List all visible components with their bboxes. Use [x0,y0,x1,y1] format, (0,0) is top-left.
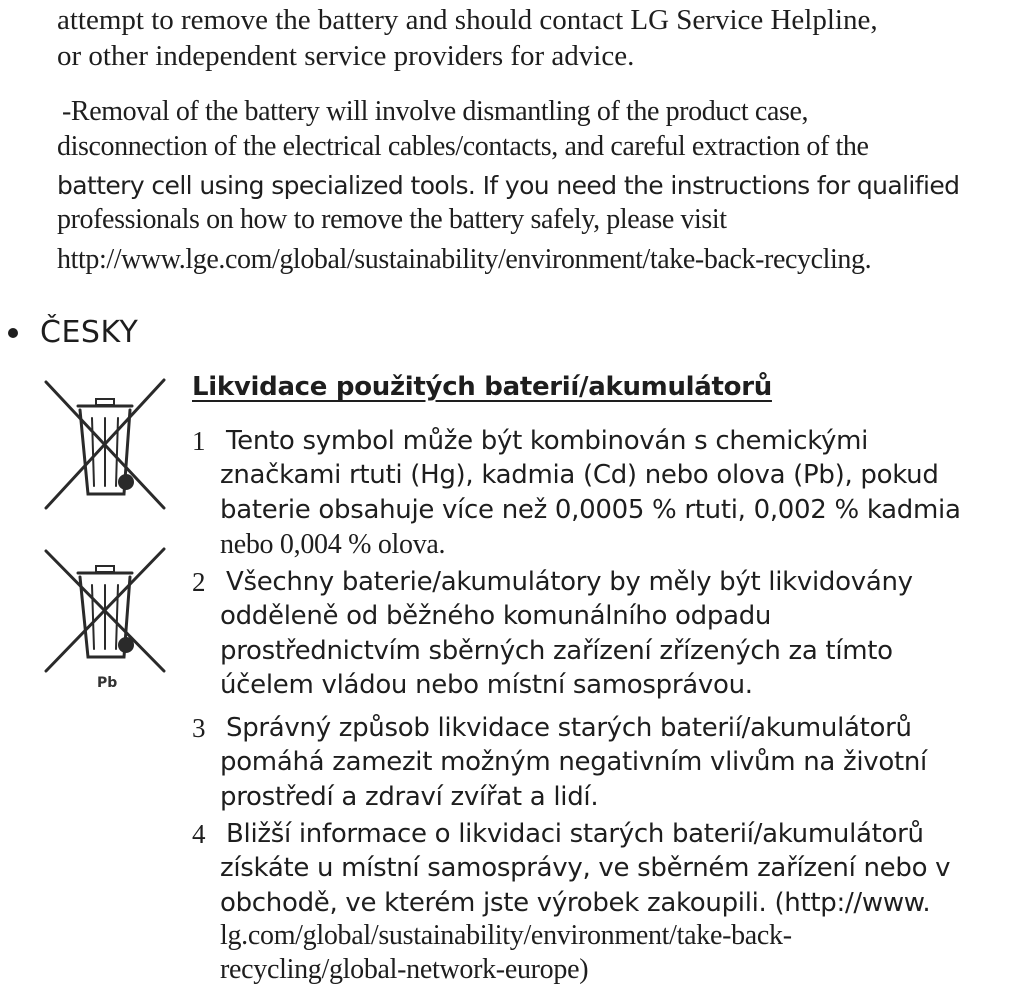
item-line: Všechny baterie/akumulátory by měly být likvidovány [226,567,913,597]
section-title: ČESKY [40,315,139,350]
item-line: Bližší informace o likvidaci starých baterií/akumulátorů [226,819,924,849]
item-line: nebo 0,004 % olova. [220,529,446,560]
item-number: 2 [192,567,206,597]
item-line: baterie obsahuje více než 0,0005 % rtuti, 0,002 % kadmia [220,495,961,525]
item-line: prostřednictvím sběrných zařízení zřízených za tímto [220,636,893,666]
item-number: 3 [192,713,206,743]
removal-line: -Removal of the battery will involve dismantling of the product case, [62,96,809,127]
item-line: Tento symbol může být kombinován s chemickými [226,426,869,456]
item-line: účelem vládou nebo místní samosprávou. [220,670,753,700]
item-line: získáte u místní samosprávy, ve sběrném zařízení nebo v [220,853,951,883]
bullet-icon [8,328,18,338]
item-line: Správný způsob likvidace starých baterií/akumulátorů [226,713,912,743]
intro-line: attempt to remove the battery and should contact LG Service Helpline, [57,4,878,36]
removal-link: http://www.lge.com/global/sustainability/environment/take-back-recycling. [57,244,872,275]
item-number: 1 [192,426,206,456]
item-number: 4 [192,819,206,849]
item-line: odděleně od běžného komunálního odpadu [220,601,772,631]
removal-line: disconnection of the electrical cables/contacts, and careful extraction of the [57,131,869,162]
crossed-bin-icon [40,376,170,514]
intro-line: or other independent service providers for advice. [57,40,635,72]
pb-label: Pb [97,675,118,691]
item-line: značkami rtuti (Hg), kadmia (Cd) nebo olova (Pb), pokud [220,460,939,490]
removal-line: battery cell using specialized tools. If you need the instructions for qualified [57,171,960,200]
subheading: Likvidace použitých baterií/akumulátorů [192,372,772,402]
item-line: pomáhá zamezit možným negativním vlivům na životní [220,747,927,777]
removal-line: professionals on how to remove the battery safely, please visit [57,204,727,235]
crossed-bin-pb-icon [40,545,170,677]
item-line: recycling/global-network-europe) [220,954,589,985]
item-line: prostředí a zdraví zvířat a lidí. [220,782,599,812]
item-line: lg.com/global/sustainability/environment/take-back- [220,920,792,951]
item-line: obchodě, ve kterém jste výrobek zakoupili. (http://www. [220,888,931,918]
